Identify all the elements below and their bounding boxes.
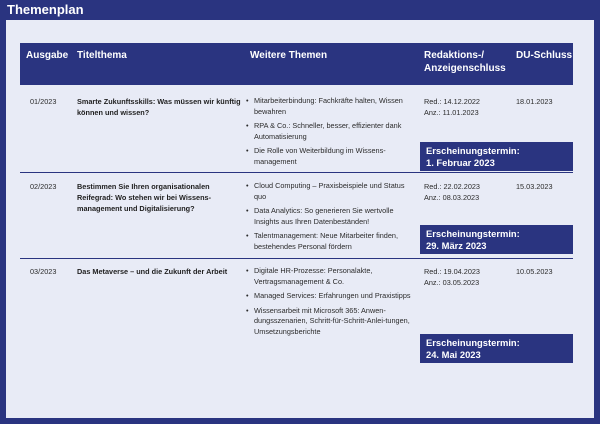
row-titelthema: Bestimmen Sie Ihren organisationalen Reifegrad: Wo stehen wir bei Wissens-management und Digitalisierung? bbox=[77, 182, 212, 213]
list-item: • Die Rolle von Weiterbildung im Wissens-management bbox=[246, 146, 411, 167]
table-row bbox=[20, 181, 573, 257]
row-ausgabe: 02/2023 bbox=[30, 182, 57, 191]
erscheinungstermin-label: Erscheinungstermin: bbox=[426, 145, 520, 156]
erscheinungstermin-badge bbox=[420, 225, 573, 254]
row-redaktionsschluss: Red.: 22.02.2023 bbox=[424, 182, 480, 191]
list-item: • RPA & Co.: Schneller, besser, effizienter dank Automatisierung bbox=[246, 121, 411, 142]
list-item: • Data Analytics: So generieren Sie wertvolle Insights aus Ihren Datenbeständen! bbox=[246, 206, 411, 227]
row-titelthema: Smarte Zukunftsskills: Was müssen wir künftig können und wissen? bbox=[77, 97, 241, 117]
erscheinungstermin-date: 1. Februar 2023 bbox=[426, 157, 495, 168]
erscheinungstermin-label: Erscheinungstermin: bbox=[426, 228, 520, 239]
row-du-schluss: 18.01.2023 bbox=[516, 97, 553, 106]
row-anzeigenschluss: Anz.: 08.03.2023 bbox=[424, 193, 480, 202]
row-ausgabe: 03/2023 bbox=[30, 267, 57, 276]
list-item: • Wissensarbeit mit Microsoft 365: Anwen-dungsszenarien, Schritt-für-Schritt-Anlei-tungen, Umsetzungsberichte bbox=[246, 306, 411, 338]
list-item: • Mitarbeiterbindung: Fachkräfte halten, Wissen bewahren bbox=[246, 96, 411, 117]
table-row bbox=[20, 266, 573, 366]
row-du-schluss: 10.05.2023 bbox=[516, 267, 553, 276]
row-titelthema: Das Metaverse – und die Zukunft der Arbeit bbox=[77, 267, 228, 276]
row-anzeigenschluss: Anz.: 11.01.2023 bbox=[424, 108, 479, 117]
row-redaktionsschluss: Red.: 19.04.2023 bbox=[424, 267, 480, 276]
table-header bbox=[20, 43, 573, 85]
header-redaktion-line1: Redaktions-/ bbox=[424, 50, 485, 61]
row-divider bbox=[20, 172, 573, 173]
row-weitere-themen bbox=[246, 266, 411, 341]
header-du-schluss: DU-Schluss bbox=[516, 50, 573, 61]
header-redaktion bbox=[424, 49, 506, 75]
erscheinungstermin-badge bbox=[420, 142, 573, 171]
header-titelthema: Titelthema bbox=[77, 50, 127, 61]
row-weitere-themen bbox=[246, 181, 411, 256]
row-anzeigenschluss: Anz.: 03.05.2023 bbox=[424, 278, 480, 287]
list-item: • Digitale HR-Prozesse: Personalakte, Vertragsmanagement & Co. bbox=[246, 266, 411, 287]
erscheinungstermin-label: Erscheinungstermin: bbox=[426, 337, 520, 348]
list-item: • Managed Services: Erfahrungen und Praxistipps bbox=[246, 291, 411, 302]
list-item: • Cloud Computing – Praxisbeispiele und Status quo bbox=[246, 181, 411, 202]
row-redaktionsschluss: Red.: 14.12.2022 bbox=[424, 97, 480, 106]
row-du-schluss: 15.03.2023 bbox=[516, 182, 553, 191]
list-item: • Talentmanagement: Neue Mitarbeiter finden, bestehendes Personal fördern bbox=[246, 231, 411, 252]
erscheinungstermin-badge bbox=[420, 334, 573, 363]
row-ausgabe: 01/2023 bbox=[30, 97, 57, 106]
erscheinungstermin-date: 24. Mai 2023 bbox=[426, 349, 481, 360]
erscheinungstermin-date: 29. März 2023 bbox=[426, 240, 487, 251]
page-title: Themenplan bbox=[7, 2, 84, 17]
header-ausgabe: Ausgabe bbox=[26, 50, 69, 61]
row-divider bbox=[20, 258, 573, 259]
table-row bbox=[20, 96, 573, 172]
header-redaktion-line2: Anzeigenschluss bbox=[424, 63, 506, 74]
header-weitere-themen: Weitere Themen bbox=[250, 50, 328, 61]
row-weitere-themen bbox=[246, 96, 411, 171]
